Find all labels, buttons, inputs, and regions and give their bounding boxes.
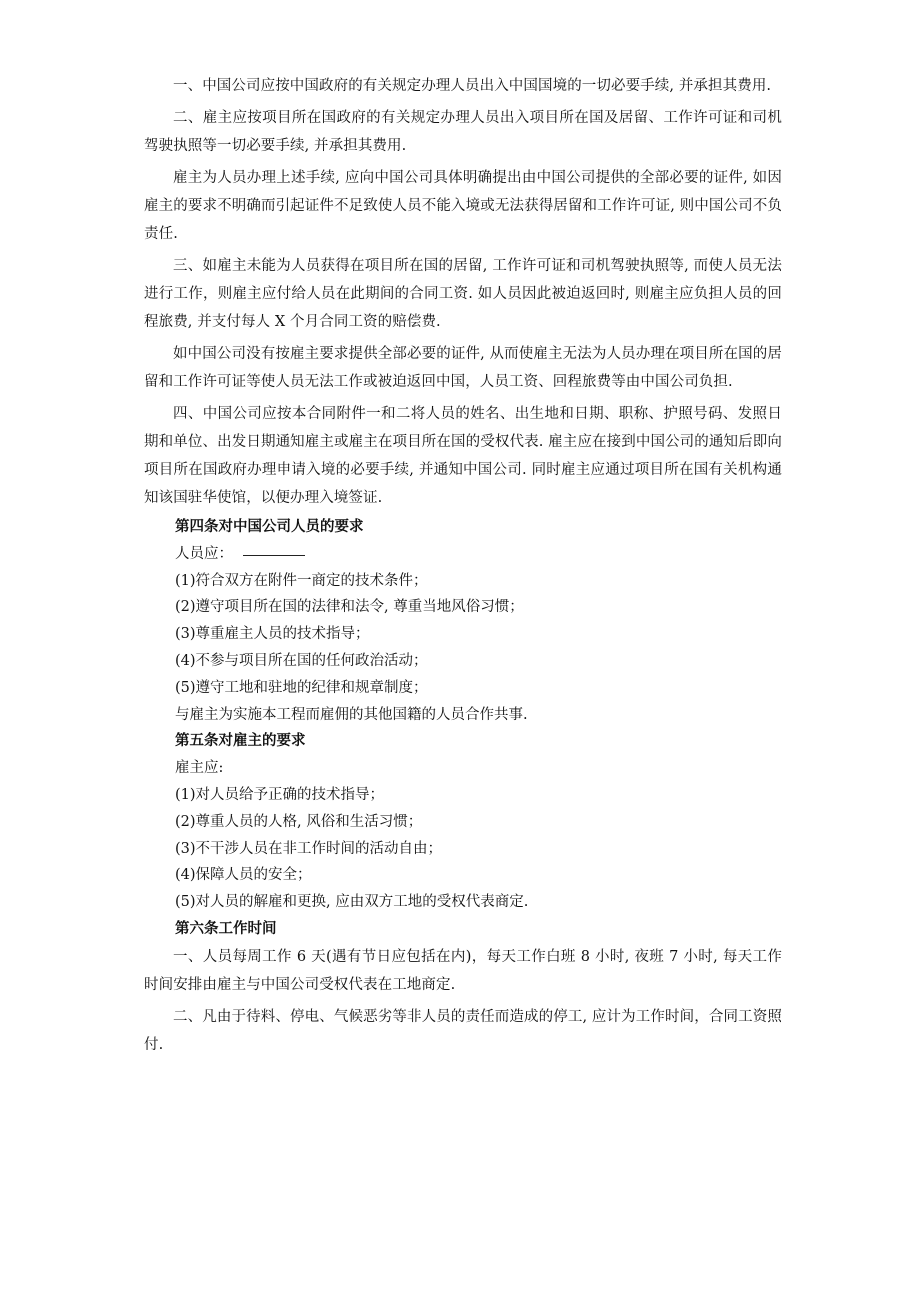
- article-6-paragraph: 二、凡由于待料、停电、气候恶劣等非人员的责任而造成的停工, 应计为工作时间，合同工资照付.: [144, 1008, 782, 1053]
- article-4-intro-text: 人员应：: [175, 545, 233, 562]
- article-5-item: (2)尊重人员的人格, 风俗和生活习惯；: [175, 813, 423, 830]
- article-5-intro: 雇主应:: [175, 760, 224, 777]
- paragraph-4: 三、如雇主未能为人员获得在项目所在国的居留, 工作许可证和司机驾驶执照等, 而使人员无法进行工作，则雇主应付给人员在此期间的合同工资. 如人员因此被迫返回时, 则雇主应负担人员的回程旅费, 并支付每人 X 个月合同工资的赔偿费.: [144, 258, 782, 330]
- article-5-item: (4)保障人员的安全；: [175, 867, 312, 884]
- article-5-item: (5)对人员的解雇和更换, 应由双方工地的受权代表商定.: [175, 894, 529, 911]
- article-4-intro: [144, 541, 782, 568]
- paragraph-3: 雇主为人员办理上述手续, 应向中国公司具体明确提出由中国公司提供的全部必要的证件, 如因雇主的要求不明确而引起证件不足致使人员不能入境或无法获得居留和工作许可证, 则中国公司不负责任.: [144, 170, 782, 242]
- article-4-item: 与雇主为实施本工程而雇佣的其他国籍的人员合作共事.: [175, 706, 528, 723]
- article-4-item: (1)符合双方在附件一商定的技术条件；: [175, 572, 428, 589]
- article-4-heading: 第四条对中国公司人员的要求: [175, 519, 364, 535]
- article-5-heading: 第五条对雇主的要求: [175, 733, 306, 750]
- blank-line: [243, 554, 305, 556]
- article-5-item: (1)对人员给予正确的技术指导；: [175, 786, 385, 803]
- article-4-item: (2)遵守项目所在国的法律和法令, 尊重当地风俗习惯；: [175, 599, 524, 616]
- article-5-item: (3)不干涉人员在非工作时间的活动自由；: [175, 840, 443, 857]
- article-6-heading: 第六条工作时间: [175, 920, 277, 937]
- article-4-item: (3)尊重雇主人员的技术指导；: [175, 626, 370, 643]
- paragraph-6: 四、中国公司应按本合同附件一和二将人员的姓名、出生地和日期、职称、护照号码、发照日期和单位、出发日期通知雇主或雇主在项目所在国的受权代表. 雇主应在接到中国公司的通知后即向项目所在国政府办理申请入境的必要手续, 并通知中国公司. 同时雇主应通过项目所在国有关机构通知该国驻华使馆，以便办理入境签证.: [144, 406, 782, 506]
- article-4-item: (5)遵守工地和驻地的纪律和规章制度；: [175, 679, 428, 696]
- paragraph-1: 一、中国公司应按中国政府的有关规定办理人员出入中国国境的一切必要手续, 并承担其费用.: [173, 78, 772, 94]
- article-6-paragraph: 一、人员每周工作 6 天(遇有节日应包括在内)，每天工作白班 8 小时, 夜班 7 小时, 每天工作时间安排由雇主与中国公司受权代表在工地商定.: [144, 948, 782, 993]
- article-4-item: (4)不参与项目所在国的任何政治活动；: [175, 652, 428, 669]
- paragraph-2: 二、雇主应按项目所在国政府的有关规定办理人员出入项目所在国及居留、工作许可证和司机驾驶执照等一切必要手续, 并承担其费用.: [144, 110, 782, 154]
- paragraph-5: 如中国公司没有按雇主要求提供全部必要的证件, 从而使雇主无法为人员办理在项目所在国的居留和工作许可证等使人员无法工作或被迫返回中国，人员工资、回程旅费等由中国公司负担.: [144, 346, 782, 390]
